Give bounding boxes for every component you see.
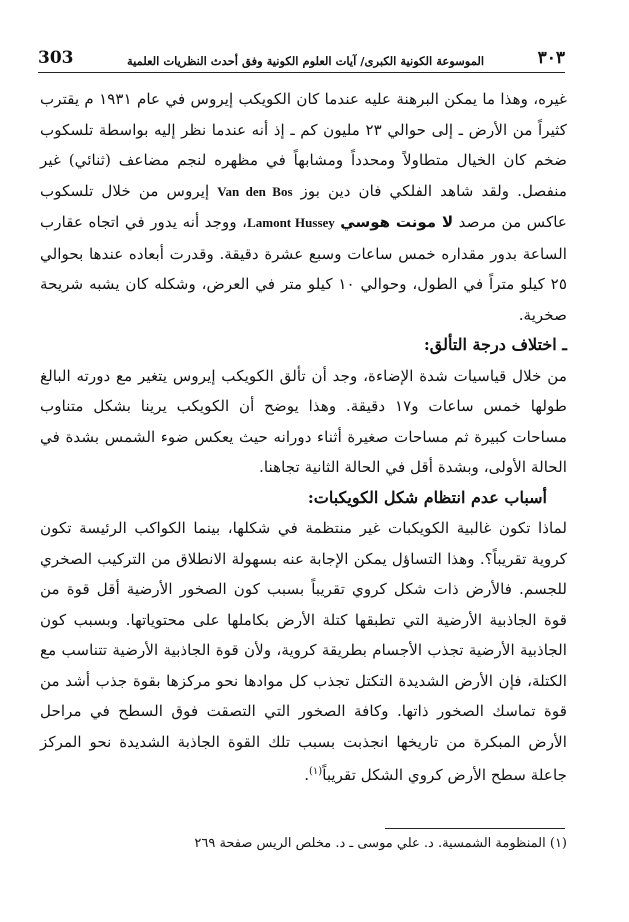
page-number-arabic: ٣٠٣ [537,48,565,68]
running-title: الموسوعة الكونية الكبرى/ آيات العلوم الكونية وفق أحدث النظريات العلمية [126,54,485,68]
body-text [40,84,567,791]
section-heading-irregular-shape: أسباب عدم انتظام شكل الكويكبات: [307,487,547,507]
paragraph-1-part-b: إيروس من خلال تلسكوب عاكس من مرصد [40,181,567,231]
footnote-divider [385,828,565,829]
section-heading-brightness: ـ اختلاف درجة التألق: [423,335,567,354]
footnote-reference[interactable]: (١) [309,766,323,777]
paragraph-3-end: . [304,766,310,785]
running-header [38,34,565,73]
paragraph-1-part-c: ، ووجد أنه يدور في اتجاه عقارب الساعة بدور مقداره خمس ساعات وسبع عشرة دقيقة. وقدرت أبعاده عندها بحوالي ٢٥ كيلو متراً في الطول، وحوالي ١٠ كيلو متر في العرض، وشكله كان يشبه شريحة صخرية. [40,213,567,324]
footnote: (١) المنظومة الشمسية. د. علي موسى ـ د. مخلص الريس صفحة ٢٦٩ [194,836,567,851]
latin-name-van-den-bos: Van den Bos [217,183,293,199]
paragraph-3-text: لماذا تكون غالبية الكويكبات غير منتظمة في شكلها، بينما الكواكب الرئيسة تكون كروية تقريباً؟. وهذا التساؤل يمكن الإجابة عنه بسهولة الانطلاق من التركيب الصخري للجسم. فالأرض ذات شكل كروي تقريباً بسبب كون الصخور الأرضية أقل قوة من قوة الجاذبية الأرضية التي تطبقها كتلة الأرض بكاملها على محتوياتها. وبسبب كون الجاذبية الأرضية تجذب الأجسام بطريقة كروية، ولأن قوة الجاذبية الأرضية تتناسب مع الكتلة، فإن الأرض الشديدة التكتل تجذب كل موادها نحو مركزها بقوة جذب أشد من قوة تماسك الصخور ذاتها. وكافة الصخور التي التصقت فوق السطح في مراحل الأرض المبكرة من تاريخها انجذبت بسبب تلك القوة الجاذبة الشديدة نحو المركز جاعلة سطح الأرض كروي الشكل تقريباً [40,519,567,785]
paragraph-3 [40,513,567,791]
paragraph-2: من خلال قياسيات شدة الإضاءة، وجد أن تألق الكويكب إيروس يتغير مع دورته البالغ طولها خمس ساعات و١٧ دقيقة. وهذا يوضح أن الكويكب يرينا بشكل متناوب مساحات كبيرة ثم مساحات صغيرة أثناء دورانه حيث يعكس ضوء الشمس بشدة في الحالة الأولى، وبشدة أقل في الحالة الثانية تجاهنا. [40,366,567,476]
page-number-latin: 303 [38,48,74,68]
latin-name-lamont-hussey: Lamont Hussey [247,215,335,230]
observatory-name-arabic: لا مونت هوسي [340,213,454,231]
paragraph-1-part-a: غيره، وهذا ما يمكن البرهنة عليه عندما كان الكويكب إيروس في عام ١٩٣١ م يقترب كثيراً من الأرض ـ إلى حوالي ٢٣ مليون كم ـ إذ أنه عندما نظر إليه بواسطة تلسكوب ضخم كان الخيال متطاولاً ومحدداً ومشابهاً في مظهره لنجم مضاعف (ثنائي) غير منفصل. ولقد شاهد الفلكي فان دين بوز [40,90,568,200]
paragraph-1 [40,84,567,330]
